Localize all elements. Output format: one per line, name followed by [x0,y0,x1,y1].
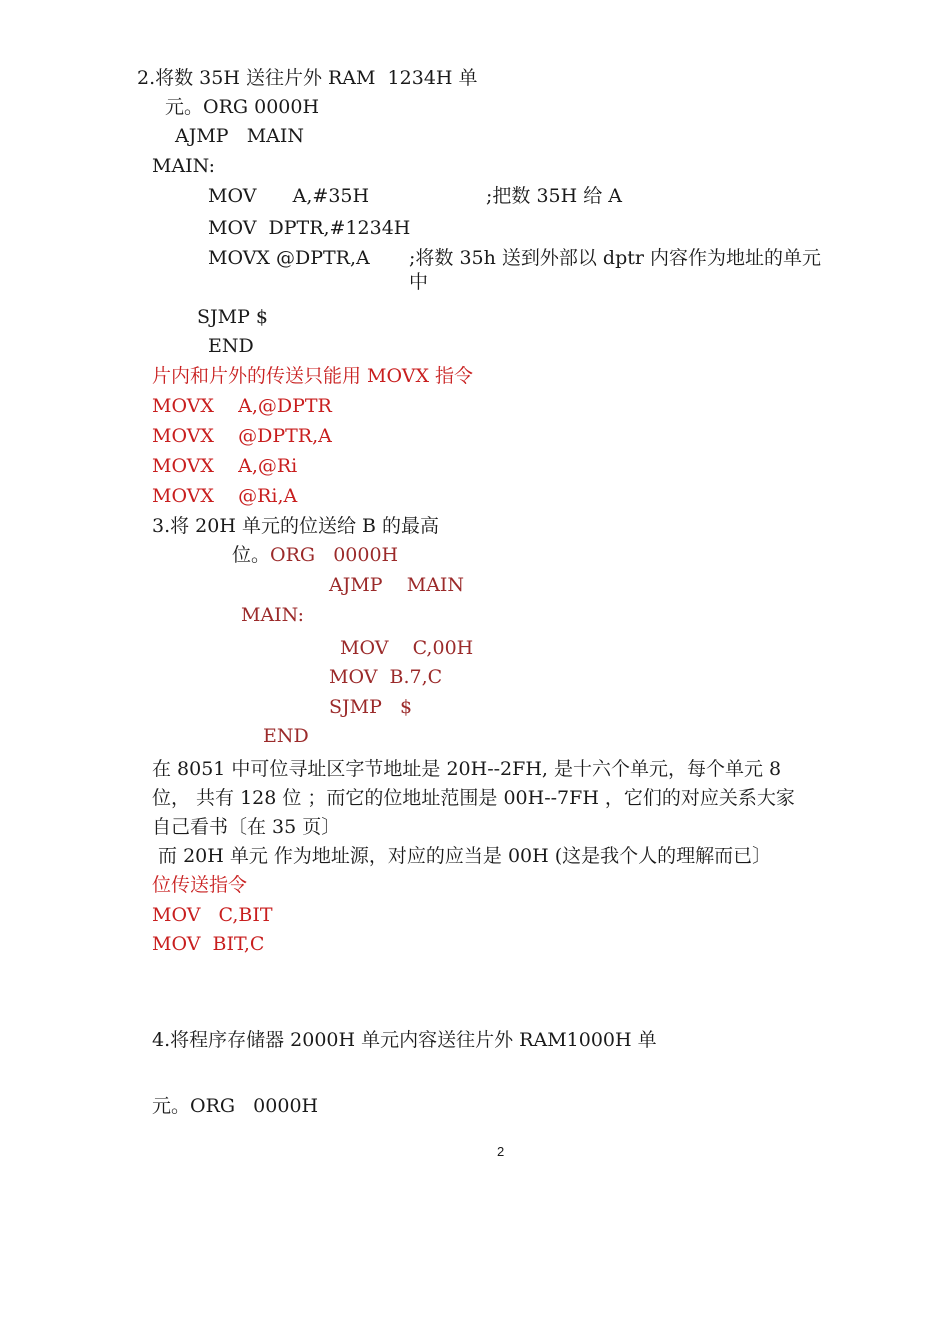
section3-paragraph-line: 在 8051 中可位寻址区字节地址是 20H--2FH, 是十六个单元，每个单元 8 [152,758,782,780]
section2-movx-comment-cont: 中 [409,271,429,293]
section2-movx-comment: ;将数 35h 送到外部以 dptr 内容作为地址的单元 [409,247,822,269]
section3-end: END [263,725,309,747]
section2-note: 片内和片外的传送只能用 MOVX 指令 [152,365,474,387]
section3-mov-c: MOV C,00H [340,637,474,659]
movx-line: MOVX @Ri,A [152,485,298,507]
section3-paragraph-line: 自己看书〔在 35 页〕 [152,816,341,838]
section3-note: 位传送指令 [152,874,248,896]
section3-paragraph-line: 而 20H 单元 作为地址源，对应的应当是 00H (这是我个人的理解而已〕 [152,845,772,867]
section2-title: 2.将数 35H 送往片外 RAM 1234H 单 [137,67,478,89]
section3-ajmp: AJMP MAIN [329,574,465,596]
section2-mov-dptr: MOV DPTR,#1234H [208,217,411,239]
section3-sjmp: SJMP $ [329,696,413,718]
section3-org: ORG 0000H [270,544,399,566]
section3-mov-b: MOV B.7,C [329,666,443,688]
section2-ajmp: AJMP MAIN [175,125,305,147]
section2-movx: MOVX @DPTR,A [208,247,370,269]
section4-org: 元。ORG 0000H [152,1095,319,1117]
bit-transfer-line: MOV BIT,C [152,933,265,955]
section3-org-line [232,543,398,567]
movx-line: MOVX A,@DPTR [152,395,332,417]
bit-transfer-line: MOV C,BIT [152,904,273,926]
section2-sjmp: SJMP $ [197,306,268,328]
section3-main-label: MAIN: [241,604,305,626]
section3-paragraph-line: 位， 共有 128 位 ；而它的位地址范围是 00H--7FH ，它们的对应关系大家 [152,787,795,809]
section2-mov-a: MOV A,#35H [208,185,370,207]
section3-title: 3.将 20H 单元的位送给 B 的最高 [152,515,439,537]
section3-org-prefix: 位。 [232,544,271,566]
section2-main-label: MAIN: [152,155,216,177]
section2-end: END [208,335,254,357]
page-number: 2 [497,1144,505,1159]
movx-line: MOVX A,@Ri [152,455,298,477]
section4-title: 4.将程序存储器 2000H 单元内容送往片外 RAM1000H 单 [152,1029,657,1051]
section2-org: 元。ORG 0000H [165,96,320,118]
movx-line: MOVX @DPTR,A [152,425,332,447]
section2-mov-a-comment: ;把数 35H 给 A [486,185,622,207]
